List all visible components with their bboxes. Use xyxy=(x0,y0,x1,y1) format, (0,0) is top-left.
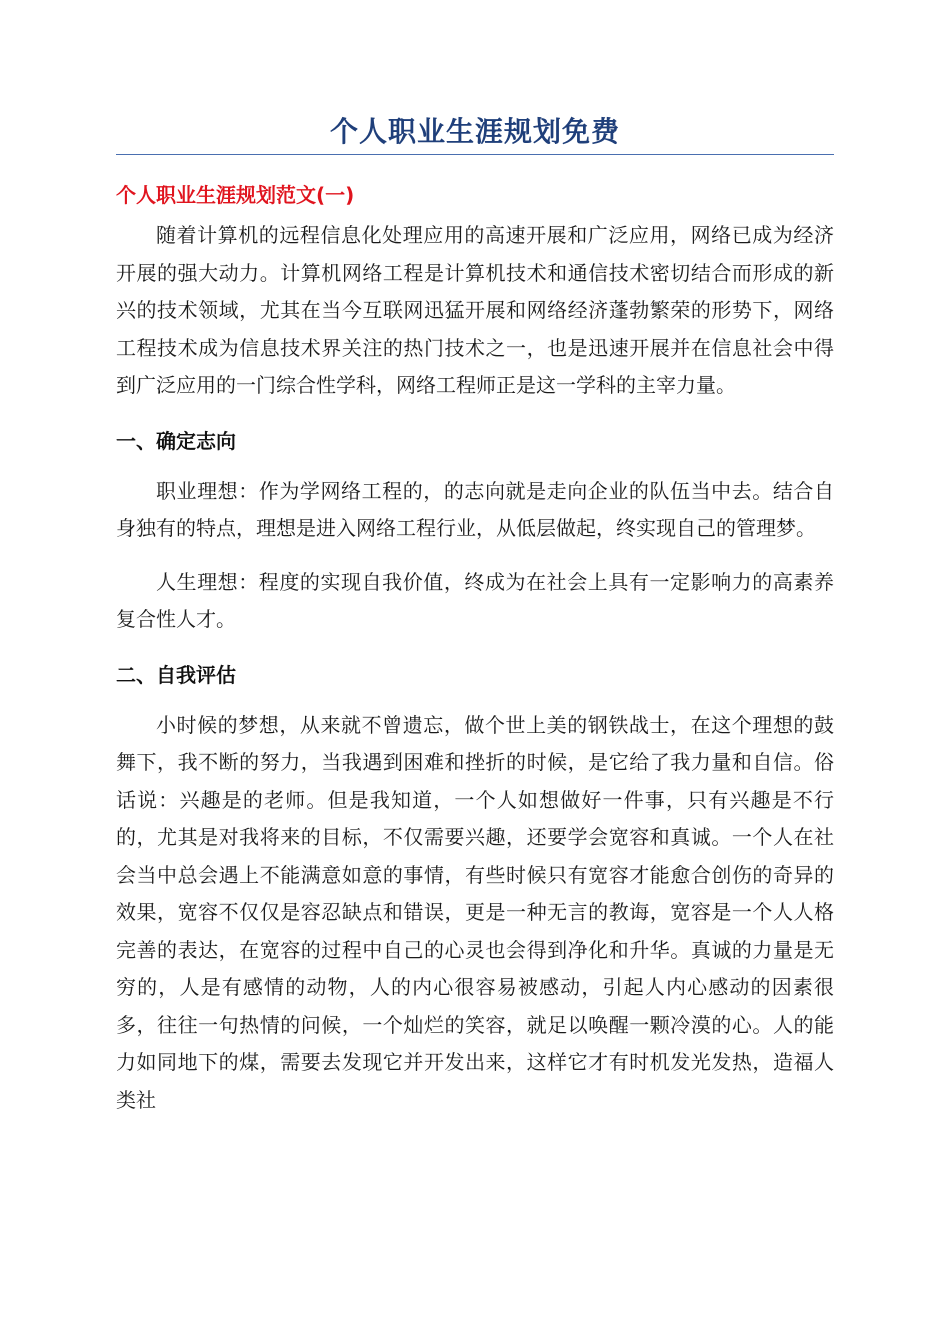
section-title: 个人职业生涯规划范文(一) xyxy=(116,183,355,207)
heading-self-assessment: 二、自我评估 xyxy=(116,662,236,687)
document-title: 个人职业生涯规划免费 xyxy=(329,115,620,148)
heading-determine-aspiration: 一、确定志向 xyxy=(116,428,236,453)
title-underline-divider xyxy=(116,154,834,155)
document-page xyxy=(116,0,834,1119)
life-ideal-paragraph: 人生理想：程度的实现自我价值，终成为在社会上具有一定影响力的高素养复合性人才。 xyxy=(116,569,834,631)
career-ideal-paragraph: 职业理想：作为学网络工程的，的志向就是走向企业的队伍当中去。结合自身独有的特点，理想是进入网络工程行业，从低层做起，终实现自己的管理梦。 xyxy=(116,478,834,540)
intro-paragraph: 随着计算机的远程信息化处理应用的高速开展和广泛应用，网络已成为经济开展的强大动力。计算机网络工程是计算机技术和通信技术密切结合而形成的新兴的技术领域，尤其在当今互联网迅猛开展和网络经济蓬勃繁荣的形势下，网络工程技术成为信息技术界关注的热门技术之一，也是迅速开展并在信息社会中得到广泛应用的一门综合性学科，网络工程师正是这一学科的主宰力量。 xyxy=(116,223,834,397)
self-assessment-paragraph: 小时候的梦想，从来就不曾遗忘，做个世上美的钢铁战士，在这个理想的鼓舞下，我不断的努力，当我遇到困难和挫折的时候，是它给了我力量和自信。俗话说：兴趣是的老师。但是我知道，一个人如想做好一件事，只有兴趣是不行的，尤其是对我将来的目标，不仅需要兴趣，还要学会宽容和真诚。一个人在社会当中总会遇上不能满意如意的事情，有些时候只有宽容才能愈合创伤的奇异的效果，宽容不仅仅是容忍缺点和错误，更是一种无言的教诲，宽容是一个人人格完善的表达，在宽容的过程中自己的心灵也会得到净化和升华。真诚的力量是无穷的，人是有感情的动物，人的内心很容易被感动，引起人内心感动的因素很多，往往一句热情的问候，一个灿烂的笑容，就足以唤醒一颗冷漠的心。人的能力如同地下的煤，需要去发现它并开发出来，这样它才有时机发光发热，造福人类社 xyxy=(116,712,834,1112)
